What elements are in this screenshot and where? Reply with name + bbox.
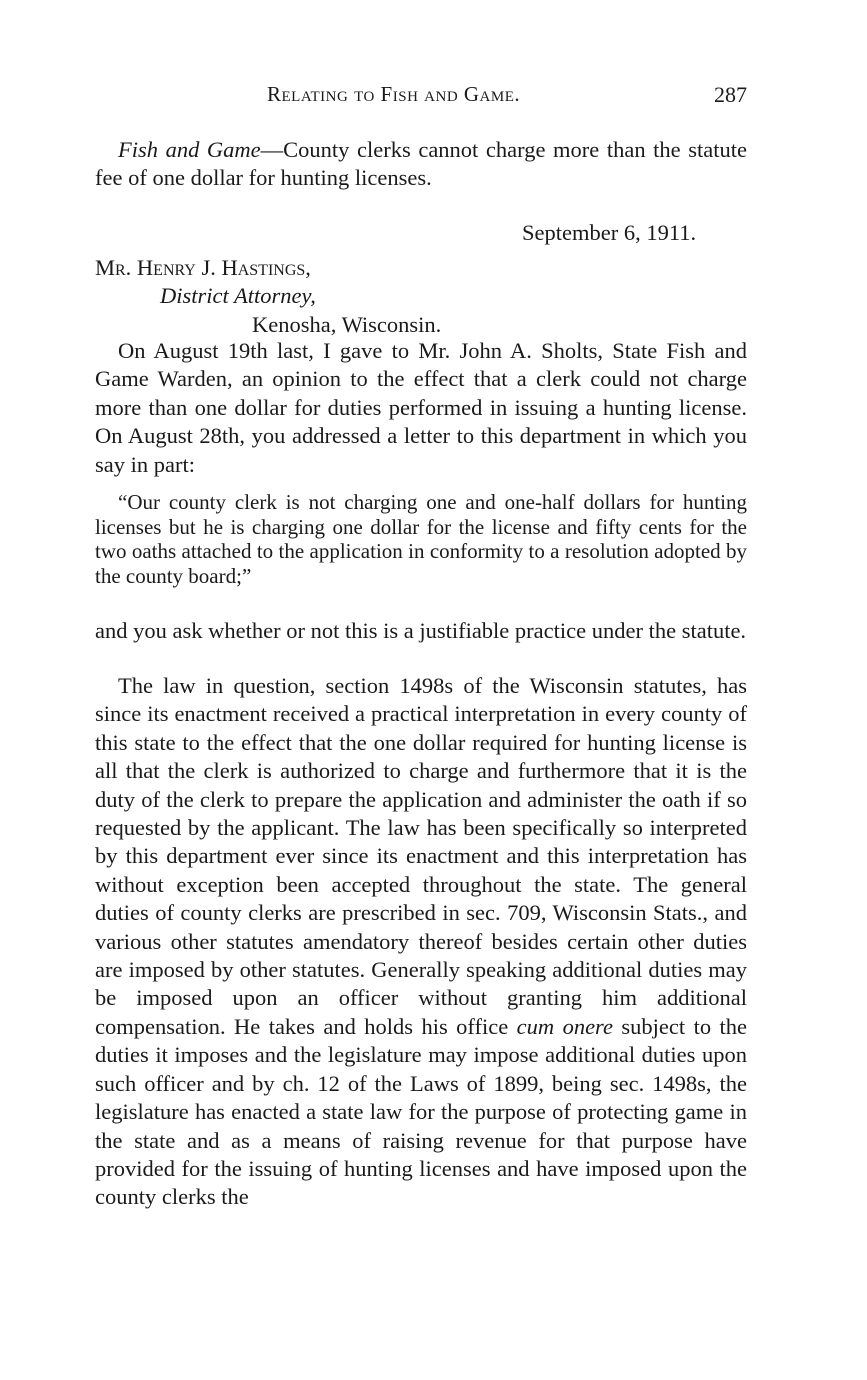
- letter-date: September 6, 1911.: [522, 220, 697, 245]
- syllabus: [95, 136, 747, 193]
- paragraph-2: and you ask whether or not this is a justifiable practice under the statute.: [95, 618, 747, 643]
- recipient-name: [95, 253, 311, 283]
- paragraph-3-part-1: The law in question, section 1498s of the Wisconsin statutes, has since its enactment received a practical interpretation in every county of this state to the effect that the one dollar required for hunting license is all that the clerk is authorized to charge and furthermore that it is the duty of the clerk to prepare the application and administer the oath if so requested by the applicant. The law has been specifically so interpreted by this department ever since its enactment and this interpretation has without exception been accepted throughout the state. The general duties of county clerks are prescribed in sec. 709, Wisconsin Stats., and various other statutes amendatory thereof besides certain other duties are imposed by other statutes. Generally speaking additional duties may be imposed upon an officer without granting him additional compensation. He takes and holds his office: [95, 673, 747, 1039]
- paragraph-1: On August 19th last, I gave to Mr. John A. Sholts, State Fish and Game Warden, an opinion to the effect that a clerk could not charge more than one dollar for duties performed in issuing a hunting license. On August 28th, you addressed a letter to this department in which you say in part:: [95, 338, 747, 477]
- latin-phrase: cum onere: [516, 1013, 613, 1039]
- recipient-name-text: Mr. Henry J. Hastings,: [95, 255, 311, 280]
- running-title: Relating to Fish and Game.: [267, 82, 521, 106]
- syllabus-topic: Fish and Game: [118, 137, 261, 162]
- paragraph-3: [95, 672, 747, 1212]
- recipient-title: District Attorney,: [160, 283, 316, 308]
- block-quote: “Our county clerk is not charging one and one-half dollars for hunting licenses but he is charging one dollar for the license and fifty cents for the two oaths attached to the application in conformity to a resolution adopted by the county board;”: [95, 490, 747, 589]
- running-header: [95, 82, 747, 112]
- syllabus-text: —County clerks cannot charge more than the statute fee of one dollar for hunting licenses.: [95, 137, 747, 191]
- page-number: 287: [714, 82, 747, 107]
- recipient-place: Kenosha, Wisconsin.: [252, 312, 442, 337]
- paragraph-3-part-2: subject to the duties it imposes and the legislature may impose additional duties upon such officer and by ch. 12 of the Laws of 1899, being sec. 1498s, the legislature has enacted a state law for the purpose of protecting game in the state and as a means of raising revenue for that purpose have provided for the issuing of hunting licenses and have imposed upon the county clerks the: [95, 1013, 747, 1210]
